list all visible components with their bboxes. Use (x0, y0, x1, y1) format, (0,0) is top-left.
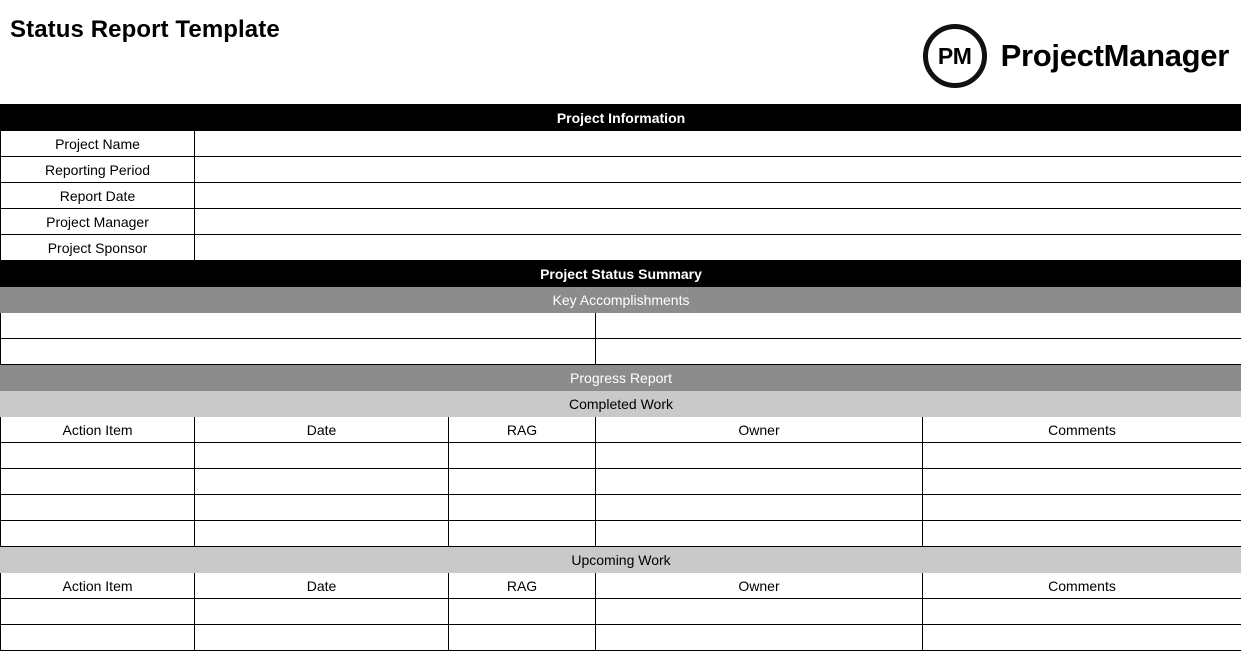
cell-comments[interactable] (923, 599, 1241, 625)
section-header-row (1, 105, 1241, 131)
progress-report-banner: Progress Report (1, 365, 1241, 391)
cell-owner[interactable] (596, 469, 923, 495)
cell-action-item[interactable] (1, 495, 195, 521)
column-header-rag: RAG (449, 573, 596, 599)
field-value-project-name[interactable] (195, 131, 1241, 157)
cell-owner[interactable] (596, 495, 923, 521)
column-header-owner: Owner (596, 573, 923, 599)
cell-owner[interactable] (596, 599, 923, 625)
key-accomplishments-cell-right[interactable] (596, 339, 1241, 365)
cell-comments[interactable] (923, 495, 1241, 521)
cell-rag[interactable] (449, 495, 596, 521)
cell-action-item[interactable] (1, 625, 195, 651)
project-information-banner: Project Information (1, 105, 1241, 131)
cell-owner[interactable] (596, 625, 923, 651)
subsection-header-row (1, 547, 1241, 573)
field-value-project-manager[interactable] (195, 209, 1241, 235)
cell-owner[interactable] (596, 521, 923, 547)
key-accomplishments-banner: Key Accomplishments (1, 287, 1241, 313)
column-header-comments: Comments (923, 417, 1241, 443)
column-header-action-item: Action Item (1, 573, 195, 599)
pm-circle-icon (923, 24, 987, 88)
subsection-header-row (1, 287, 1241, 313)
column-header-rag: RAG (449, 417, 596, 443)
key-accomplishments-cell-left[interactable] (1, 313, 596, 339)
field-value-reporting-period[interactable] (195, 157, 1241, 183)
pm-monogram-text: PM (937, 42, 972, 69)
table-row (1, 599, 1241, 625)
cell-comments[interactable] (923, 625, 1241, 651)
cell-date[interactable] (195, 469, 449, 495)
field-value-report-date[interactable] (195, 183, 1241, 209)
table-row (1, 469, 1241, 495)
table-row (1, 183, 1241, 209)
completed-work-banner: Completed Work (1, 391, 1241, 417)
cell-date[interactable] (195, 443, 449, 469)
cell-rag[interactable] (449, 599, 596, 625)
column-header-owner: Owner (596, 417, 923, 443)
cell-action-item[interactable] (1, 521, 195, 547)
cell-date[interactable] (195, 495, 449, 521)
column-header-row (1, 417, 1241, 443)
section-header-row (1, 261, 1241, 287)
table-row (1, 157, 1241, 183)
cell-owner[interactable] (596, 443, 923, 469)
table-row (1, 131, 1241, 157)
field-label-reporting-period: Reporting Period (1, 157, 195, 183)
column-header-comments: Comments (923, 573, 1241, 599)
cell-comments[interactable] (923, 443, 1241, 469)
table-row (1, 495, 1241, 521)
subsection-header-row (1, 365, 1241, 391)
cell-date[interactable] (195, 625, 449, 651)
key-accomplishments-cell-left[interactable] (1, 339, 596, 365)
cell-rag[interactable] (449, 469, 596, 495)
page-title: Status Report Template (10, 16, 280, 43)
table-row (1, 625, 1241, 651)
column-header-action-item: Action Item (1, 417, 195, 443)
document-header (0, 0, 1241, 104)
column-header-row (1, 573, 1241, 599)
brand-name: ProjectManager (1000, 38, 1229, 73)
field-value-project-sponsor[interactable] (195, 235, 1241, 261)
table-row (1, 235, 1241, 261)
column-header-date: Date (195, 573, 449, 599)
table-row (1, 209, 1241, 235)
cell-rag[interactable] (449, 521, 596, 547)
status-report-table (0, 104, 1241, 651)
field-label-project-manager: Project Manager (1, 209, 195, 235)
field-label-report-date: Report Date (1, 183, 195, 209)
field-label-project-name: Project Name (1, 131, 195, 157)
column-header-date: Date (195, 417, 449, 443)
cell-action-item[interactable] (1, 599, 195, 625)
subsection-header-row (1, 391, 1241, 417)
cell-action-item[interactable] (1, 443, 195, 469)
cell-action-item[interactable] (1, 469, 195, 495)
project-status-summary-banner: Project Status Summary (1, 261, 1241, 287)
table-row (1, 521, 1241, 547)
table-row (1, 339, 1241, 365)
table-row (1, 313, 1241, 339)
cell-rag[interactable] (449, 625, 596, 651)
cell-comments[interactable] (923, 469, 1241, 495)
brand-logo (923, 24, 1229, 88)
cell-date[interactable] (195, 599, 449, 625)
key-accomplishments-cell-right[interactable] (596, 313, 1241, 339)
cell-date[interactable] (195, 521, 449, 547)
cell-comments[interactable] (923, 521, 1241, 547)
table-row (1, 443, 1241, 469)
field-label-project-sponsor: Project Sponsor (1, 235, 195, 261)
upcoming-work-banner: Upcoming Work (1, 547, 1241, 573)
cell-rag[interactable] (449, 443, 596, 469)
